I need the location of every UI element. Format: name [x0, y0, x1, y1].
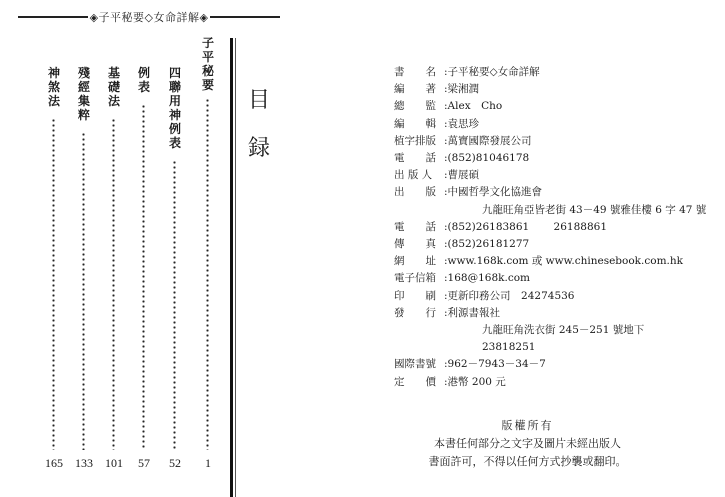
colophon-key: 印 刷	[394, 289, 436, 302]
toc-label-char: 例	[168, 122, 181, 136]
toc-entry-page: 57	[138, 456, 150, 470]
colophon-key: 國際書號	[394, 358, 436, 371]
toc-label-char: 殘	[77, 66, 90, 80]
toc-entry-label	[47, 66, 61, 108]
right-page-colophon	[330, 0, 725, 497]
colophon-value: 梁湘潤	[447, 83, 480, 96]
colophon-key: 出 版	[394, 186, 436, 199]
toc-label-char: 神	[168, 108, 181, 122]
header-rule-left	[18, 16, 88, 18]
toc-label-char: 例	[137, 66, 150, 80]
toc-label-char: 神	[47, 66, 60, 80]
colophon-row	[394, 356, 706, 373]
toc-entry-page: 101	[105, 456, 123, 470]
toc-label-char: 法	[47, 94, 60, 108]
toc-label-char: 基	[107, 66, 120, 80]
colophon-value: 袁思珍	[447, 117, 480, 130]
rights-heading: 版權所有	[501, 419, 554, 432]
colophon-separator: :	[444, 255, 448, 268]
toc-entry-page: 1	[205, 456, 211, 470]
rights-line: 書面許可，不得以任何方式抄襲或翻印。	[428, 455, 627, 468]
leader-dots	[52, 118, 55, 450]
colophon-key: 植字排版	[394, 134, 436, 147]
toc-label-char: 要	[201, 78, 214, 92]
colophon-key: 編 輯	[394, 117, 436, 130]
colophon-value: 九龍旺角亞皆老街 43－49 號雅佳樓 6 字 47 號	[482, 203, 707, 216]
colophon-value: 利源書報社	[447, 306, 501, 319]
colophon-separator: :	[444, 117, 448, 130]
colophon-separator: :	[444, 375, 448, 388]
colophon-value: 168@168k.com	[447, 272, 530, 285]
colophon-separator: :	[444, 186, 448, 199]
colophon-value: 更新印務公司 24274536	[447, 289, 575, 302]
leader-dots	[173, 160, 176, 450]
colophon-value: 23818251	[482, 341, 536, 354]
toc-label-char: 表	[137, 80, 150, 94]
rights-line: 本書任何部分之文字及圖片未經出版人	[434, 437, 621, 450]
colophon-separator: :	[444, 152, 448, 165]
toc-label-char: 集	[77, 94, 90, 108]
colophon-key: 電 話	[394, 152, 436, 165]
colophon-key: 電 話	[394, 220, 436, 233]
colophon-value: (852)26181277	[447, 238, 530, 251]
colophon-value: (852)81046178	[447, 152, 530, 165]
left-page-toc	[0, 0, 300, 497]
colophon-separator: :	[444, 100, 448, 113]
colophon-value: 曹展碩	[447, 169, 480, 182]
toc-label-char: 表	[168, 136, 181, 150]
toc-label-char: 聯	[168, 80, 181, 94]
toc-entry-page: 52	[169, 456, 181, 470]
colophon-row	[394, 219, 706, 236]
toc-label-char: 四	[168, 66, 181, 80]
colophon-separator: :	[444, 272, 448, 285]
running-header-text: ◈子平秘要◇女命詳解◈	[89, 11, 209, 24]
toc-entry-label	[201, 36, 215, 92]
colophon-key: 總 監	[394, 100, 436, 113]
leader-dots	[206, 98, 209, 450]
toc-title-char: 目	[248, 88, 271, 113]
toc-entry-page: 165	[45, 456, 63, 470]
colophon-row	[394, 133, 706, 150]
colophon-row	[394, 167, 706, 184]
toc-entry-label	[168, 66, 182, 150]
copyright-notice	[330, 417, 725, 471]
toc-label-char: 礎	[107, 80, 120, 94]
colophon-key: 編 著	[394, 83, 436, 96]
colophon-key: 書 名	[394, 66, 436, 78]
toc-entry-label	[137, 66, 151, 94]
colophon-value: Alex Cho	[447, 100, 503, 113]
colophon-key: 傳 真	[394, 238, 436, 251]
colophon-separator: :	[444, 220, 448, 233]
colophon-block	[394, 64, 706, 391]
toc-label-char: 粹	[77, 108, 90, 122]
colophon-row	[394, 116, 706, 133]
leader-dots	[82, 132, 85, 450]
colophon-key: 定 價	[394, 375, 436, 388]
colophon-row	[394, 288, 706, 305]
colophon-separator: :	[444, 238, 448, 251]
colophon-row	[394, 305, 706, 322]
colophon-value: 港幣 200 元	[447, 375, 506, 388]
colophon-separator: :	[444, 358, 448, 371]
colophon-value: 中國哲學文化協進會	[447, 186, 543, 199]
colophon-separator: :	[444, 289, 448, 302]
colophon-key: 出 版 人	[394, 169, 433, 182]
colophon-row	[394, 64, 706, 81]
header-rule-right	[210, 16, 280, 18]
colophon-separator: :	[444, 134, 448, 147]
toc-entry-label	[107, 66, 121, 108]
colophon-row	[394, 374, 706, 391]
running-header	[18, 10, 280, 24]
toc-entry-page: 133	[75, 456, 93, 470]
colophon-value: www.168k.com 或 www.chinesebook.com.hk	[447, 255, 683, 268]
colophon-separator: :	[444, 169, 448, 182]
vertical-rule-thin	[235, 38, 236, 497]
colophon-row	[394, 150, 706, 167]
colophon-row	[394, 184, 706, 201]
colophon-value: 九龍旺角洗衣街 245－251 號地下	[482, 324, 645, 337]
colophon-key: 電子信箱	[394, 272, 436, 285]
colophon-row	[394, 81, 706, 98]
toc-label-char: 法	[107, 94, 120, 108]
toc-label-char: 經	[77, 80, 90, 94]
toc-label-char: 秘	[201, 64, 214, 78]
toc-label-char: 煞	[47, 80, 60, 94]
colophon-value: 子平秘要◇女命詳解	[447, 66, 540, 78]
toc-title-char: 録	[248, 136, 271, 161]
colophon-row	[394, 339, 706, 356]
colophon-value: 962－7943－34－7	[447, 358, 546, 371]
colophon-separator: :	[444, 66, 448, 78]
toc-label-char: 子	[201, 36, 214, 50]
colophon-separator: :	[444, 83, 448, 96]
colophon-row	[394, 202, 706, 219]
colophon-row	[394, 270, 706, 287]
colophon-row	[394, 253, 706, 270]
colophon-row	[394, 98, 706, 115]
colophon-value: (852)26183861 26188861	[447, 220, 608, 233]
vertical-rule	[230, 38, 233, 497]
toc-entry-label	[77, 66, 91, 122]
leader-dots	[112, 118, 115, 450]
leader-dots	[142, 104, 145, 450]
toc-label-char: 用	[168, 94, 181, 108]
toc-title	[248, 90, 270, 186]
toc-label-char: 平	[201, 50, 214, 64]
colophon-value: 萬寶國際發展公司	[447, 134, 532, 147]
colophon-row	[394, 236, 706, 253]
colophon-key: 發 行	[394, 306, 436, 319]
colophon-key: 網 址	[394, 255, 436, 268]
colophon-row	[394, 322, 706, 339]
colophon-separator: :	[444, 306, 448, 319]
